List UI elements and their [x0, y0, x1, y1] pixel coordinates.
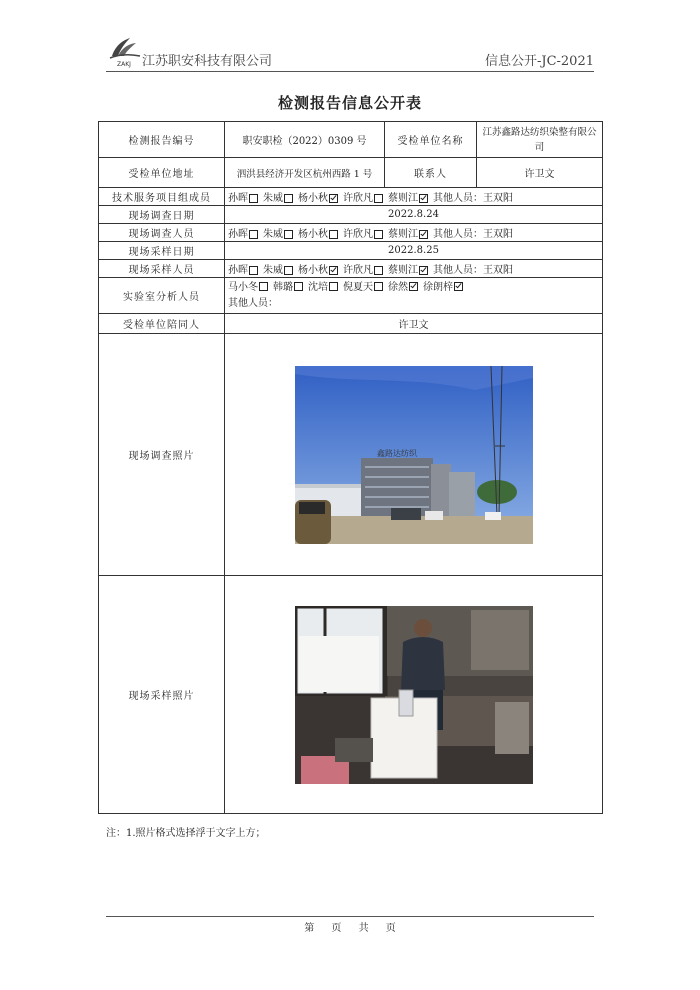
team-member-name: 孙晖 [228, 193, 248, 204]
survey-photo [295, 366, 533, 544]
team-checkbox[interactable] [329, 194, 338, 203]
survey-staff-checkbox[interactable] [329, 230, 338, 239]
survey-staff-member-name: 许欣凡 [343, 229, 373, 240]
row-sampling-date [99, 242, 603, 260]
sampling-staff-checkbox[interactable] [284, 266, 293, 275]
lab-staff-member-name: 徐然 [388, 281, 408, 293]
row-client-address [99, 158, 603, 188]
sampling-photo [295, 606, 533, 784]
survey-photo-cell [225, 334, 603, 576]
team-member-name: 杨小秋 [298, 193, 328, 204]
lab-staff-member-name: 马小冬 [228, 281, 258, 293]
row-sampling-staff [99, 260, 603, 278]
info-table [98, 121, 603, 814]
survey-staff-member-name: 蔡则江 [388, 229, 418, 240]
row-survey-staff [99, 224, 603, 242]
sampling-staff-others: 其他人员：王双阳 [433, 265, 513, 276]
company-name: 江苏职安科技有限公司 [142, 54, 273, 69]
footnote: 注：1.照片格式选择浮于文字上方； [106, 828, 266, 839]
team-checkbox[interactable] [419, 194, 428, 203]
team-member-name: 许欣凡 [343, 193, 373, 204]
report-no-value: 职安职检（2022）0309 号 [225, 122, 385, 158]
sampling-date-value: 2022.8.25 [225, 242, 603, 260]
lab-staff-checkbox[interactable] [454, 282, 463, 291]
sampling-staff-member-name: 孙晖 [228, 265, 248, 276]
survey-staff-member-name: 杨小秋 [298, 229, 328, 240]
row-survey-date [99, 206, 603, 224]
sampling-staff-checkbox[interactable] [419, 266, 428, 275]
client-name-value: 江苏鑫路达纺织染整有限公司 [477, 122, 603, 158]
contact-value: 许卫文 [477, 158, 603, 188]
sampling-date-label: 现场采样日期 [99, 242, 225, 260]
lab-staff-checkbox[interactable] [409, 282, 418, 291]
survey-staff-checkbox[interactable] [284, 230, 293, 239]
team-checkbox[interactable] [249, 194, 258, 203]
survey-staff-checkbox[interactable] [374, 230, 383, 239]
sampling-staff-member-name: 许欣凡 [343, 265, 373, 276]
lab-staff-member-name: 韩璐 [273, 281, 293, 293]
page-footer: 第 页 共 页 [304, 923, 396, 934]
sampling-photo-label: 现场采样照片 [99, 576, 225, 814]
header-divider [106, 71, 594, 72]
team-label: 技术服务项目组成员 [99, 188, 225, 206]
row-accompany [99, 314, 603, 334]
lab-staff-label: 实验室分析人员 [99, 278, 225, 314]
survey-staff-others: 其他人员：王双阳 [433, 229, 513, 240]
contact-label: 联系人 [385, 158, 477, 188]
row-report-no [99, 122, 603, 158]
lab-staff-checklist [225, 278, 603, 314]
team-member-name: 朱威 [263, 193, 283, 204]
sampling-staff-member-name: 蔡则江 [388, 265, 418, 276]
logo-text: ZAKJ [117, 61, 131, 68]
survey-staff-member-name: 孙晖 [228, 229, 248, 240]
sampling-staff-checkbox[interactable] [249, 266, 258, 275]
row-team [99, 188, 603, 206]
row-lab-staff [99, 278, 603, 314]
team-checkbox[interactable] [284, 194, 293, 203]
lab-staff-others: 其他人员： [228, 297, 278, 309]
survey-staff-member-name: 朱威 [263, 229, 283, 240]
team-others: 其他人员：王双阳 [433, 193, 513, 204]
row-survey-photo [99, 334, 603, 576]
sampling-staff-checkbox[interactable] [374, 266, 383, 275]
document-number: 信息公开-JC-2021 [484, 54, 594, 69]
lab-staff-checkbox[interactable] [329, 282, 338, 291]
lab-staff-checkbox[interactable] [294, 282, 303, 291]
page-header [106, 34, 594, 70]
client-address-label: 受检单位地址 [99, 158, 225, 188]
lab-staff-member-name: 徐朗梓 [423, 281, 453, 293]
team-checklist [225, 188, 603, 206]
lab-staff-checkbox[interactable] [374, 282, 383, 291]
team-member-name: 蔡则江 [388, 193, 418, 204]
client-name-label: 受检单位名称 [385, 122, 477, 158]
sampling-staff-checkbox[interactable] [329, 266, 338, 275]
sampling-staff-member-name: 杨小秋 [298, 265, 328, 276]
row-sampling-photo [99, 576, 603, 814]
sampling-staff-checklist [225, 260, 603, 278]
page-title: 检测报告信息公开表 [277, 94, 422, 112]
survey-staff-checkbox[interactable] [249, 230, 258, 239]
lab-staff-member-name: 倪夏天 [343, 281, 373, 293]
sampling-photo-cell [225, 576, 603, 814]
survey-staff-checkbox[interactable] [419, 230, 428, 239]
company-logo [106, 34, 142, 68]
lab-staff-member-name: 沈培 [308, 281, 328, 293]
client-address-value: 泗洪县经济开发区杭州西路 1 号 [225, 158, 385, 188]
lab-staff-checkbox[interactable] [259, 282, 268, 291]
accompany-value: 许卫文 [225, 314, 603, 334]
survey-date-value: 2022.8.24 [225, 206, 603, 224]
survey-staff-label: 现场调查人员 [99, 224, 225, 242]
survey-staff-checklist [225, 224, 603, 242]
survey-date-label: 现场调查日期 [99, 206, 225, 224]
sampling-staff-label: 现场采样人员 [99, 260, 225, 278]
building-sign-text: 鑫路达纺织 [376, 448, 417, 458]
team-checkbox[interactable] [374, 194, 383, 203]
accompany-label: 受检单位陪同人 [99, 314, 225, 334]
footer-divider [106, 916, 594, 917]
report-no-label: 检测报告编号 [99, 122, 225, 158]
survey-photo-label: 现场调查照片 [99, 334, 225, 576]
sampling-staff-member-name: 朱威 [263, 265, 283, 276]
